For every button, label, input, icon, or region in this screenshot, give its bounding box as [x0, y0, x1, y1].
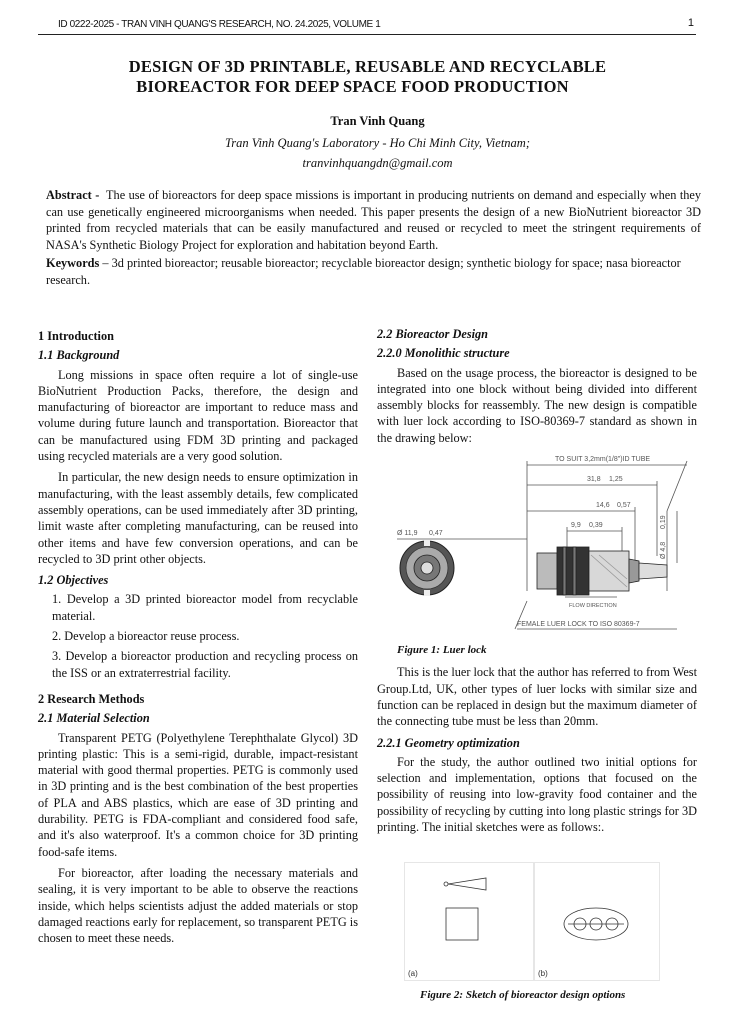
dim-tube-label: TO SUIT 3,2mm(1/8")ID TUBE: [555, 456, 651, 464]
list-item: 1. Develop a 3D printed bioreactor model from recyclable material.: [52, 592, 358, 623]
luer-lock-drawing: [377, 451, 697, 636]
sketch-a: [444, 878, 486, 940]
dim-0-57: 0,57: [617, 502, 631, 510]
dim-1-25: 1,25: [609, 476, 623, 484]
keywords: [46, 255, 701, 288]
section-material-selection: 2.1 Material Selection: [38, 711, 150, 726]
paragraph: This is the luer lock that the author has referred to from West Group.Ltd, UK, other types of luer locks with similar size and function can be replaced in design but the maximum diameter of the connecting tube must be less than 20mm.: [377, 665, 697, 729]
section-geometry-optimization: 2.2.1 Geometry optimization: [377, 735, 520, 750]
sketch-drawing: [404, 862, 660, 982]
right-column: [377, 326, 697, 840]
affiliation: Tran Vinh Quang's Laboratory - Ho Chi Minh City, Vietnam;: [225, 136, 530, 150]
abstract: [46, 187, 701, 253]
running-header: [38, 16, 696, 35]
abstract-label: Abstract -: [46, 188, 100, 202]
affiliation-block: [0, 133, 735, 173]
paragraph: In particular, the new design needs to ensure optimization in manufacturing, with the least assembly details, few complicated assembly operations, can be used immediately after 3D printing, limit waste after completing manufacturing, can be reused into other items and have few conversion operations, and can be recycled to 3D print other objects.: [38, 470, 358, 566]
section-introduction: 1 Introduction: [38, 329, 114, 343]
section-background: 1.1 Background: [38, 348, 120, 363]
luer-end-view: [400, 540, 454, 596]
left-column: [38, 328, 358, 951]
paper-title: [0, 57, 735, 97]
section-monolithic-structure: 2.2.0 Monolithic structure: [377, 346, 510, 361]
dim-14-6: 14,6: [596, 502, 610, 510]
label-a: (a): [408, 969, 418, 978]
dim-0-19: 0,19: [660, 515, 667, 530]
keywords-label: Keywords: [46, 256, 100, 270]
figure-1-caption: Figure 1: Luer lock: [397, 644, 487, 657]
figure-2-caption: Figure 2: Sketch of bioreactor design options: [420, 989, 626, 1001]
paragraph: For bioreactor, after loading the necessary materials and sealing, it is very important to be able to observe the reactions inside, which helps scientists adjust the added materials or stop damaged reactions early for replacement, so transparent PETG is chosen to meet these needs.: [38, 865, 358, 946]
paragraph: Transparent PETG (Polyethylene Terephthalate Glycol) 3D printing plastic: This is a semi-rigid, durable, impact-resistant material with good thermal properties. PETG is commonly used in 3D printing and is the best combination of the best properties of PLA and ABS plastics, which are ease of 3D printing and durability. PETG is FDA-compliant and considered food safe, and it's also waterproof. It's a common choice for 3D printing food-safe items.: [38, 730, 358, 859]
dim-diameter-11-9: Ø 11,9: [397, 530, 418, 538]
section-research-methods: 2 Research Methods: [38, 691, 145, 706]
figure-luer-lock: [377, 451, 697, 636]
title-line-2: BIOREACTOR FOR DEEP SPACE FOOD PRODUCTION: [136, 77, 569, 96]
dim-0-47: 0,47: [429, 530, 443, 538]
page-number: 1: [687, 17, 694, 29]
author-email[interactable]: tranvinhquangdn@gmail.com: [302, 156, 453, 170]
label-b: (b): [538, 969, 548, 978]
list-item: 2. Develop a bioreactor reuse process.: [52, 629, 240, 644]
abstract-text: The use of bioreactors for deep space missions is important in producing nutrients on demand and especially when they can use genetically engineered microorganisms when needed. This paper presents the design of a new BioNutrient bioreactor 3D printed from recycled materials that can be easily manufactured and reused or recycled to meet the stringent requirements of NASA's Synthetic Biology Project for exploration and habitation beyond Earth.: [46, 188, 702, 252]
sketch-b: [564, 908, 628, 940]
luer-side-view: [537, 547, 667, 595]
title-line-1: DESIGN OF 3D PRINTABLE, REUSABLE AND RECYCLABLE: [128, 57, 607, 76]
dim-9-9: 9,9: [571, 522, 581, 530]
paragraph: Long missions in space often require a lot of single-use BioNutrient Production Packs, therefore, the design and manufacturing of bioreactor are important to reduce mass and volume during future launch and transportation. Bioreactor that can be manufactured using FDM 3D printing and packaged using recycled materials are a very good solution.: [38, 367, 358, 464]
paragraph: Based on the usage process, the bioreactor is designed to be integrated into one block without being divided into different assembly blocks for reassembly. The new design is compatible with luer lock according to ISO-80369-7 standard as shown in the drawing below:: [377, 365, 697, 445]
dim-diameter-4-8: Ø 4,8: [660, 541, 667, 560]
dim-0-39: 0,39: [589, 522, 603, 530]
keywords-text: – 3d printed bioreactor; reusable bioreactor; recyclable bioreactor design; synthetic biology for space; nasa bioreactor research.: [46, 256, 681, 287]
running-header-text: ID 0222-2025 - TRAN VINH QUANG'S RESEARCH, NO. 24.2025, VOLUME 1: [58, 19, 381, 30]
list-item: 3. Develop a bioreactor production and recycling process on the ISS or an extraterrestrial facility.: [52, 649, 358, 680]
female-luer-label: FEMALE LUER LOCK TO ISO 80369-7: [517, 621, 640, 629]
paragraph: For the study, the author outlined two initial options for selection and implementation, options that focused on the possibility of reusing into low-gravity food container and the possibility of recycling by cutting into long plastic strings for 3D printing. The initial sketches were as follows:.: [377, 754, 697, 835]
figure-sketches: [404, 862, 660, 982]
author-name: Tran Vinh Quang: [330, 114, 425, 128]
section-bioreactor-design: 2.2 Bioreactor Design: [377, 327, 489, 341]
dim-31-8: 31,8: [587, 476, 601, 484]
section-objectives: 1.2 Objectives: [38, 573, 109, 588]
flow-direction-label: FLOW DIRECTION: [569, 603, 617, 610]
